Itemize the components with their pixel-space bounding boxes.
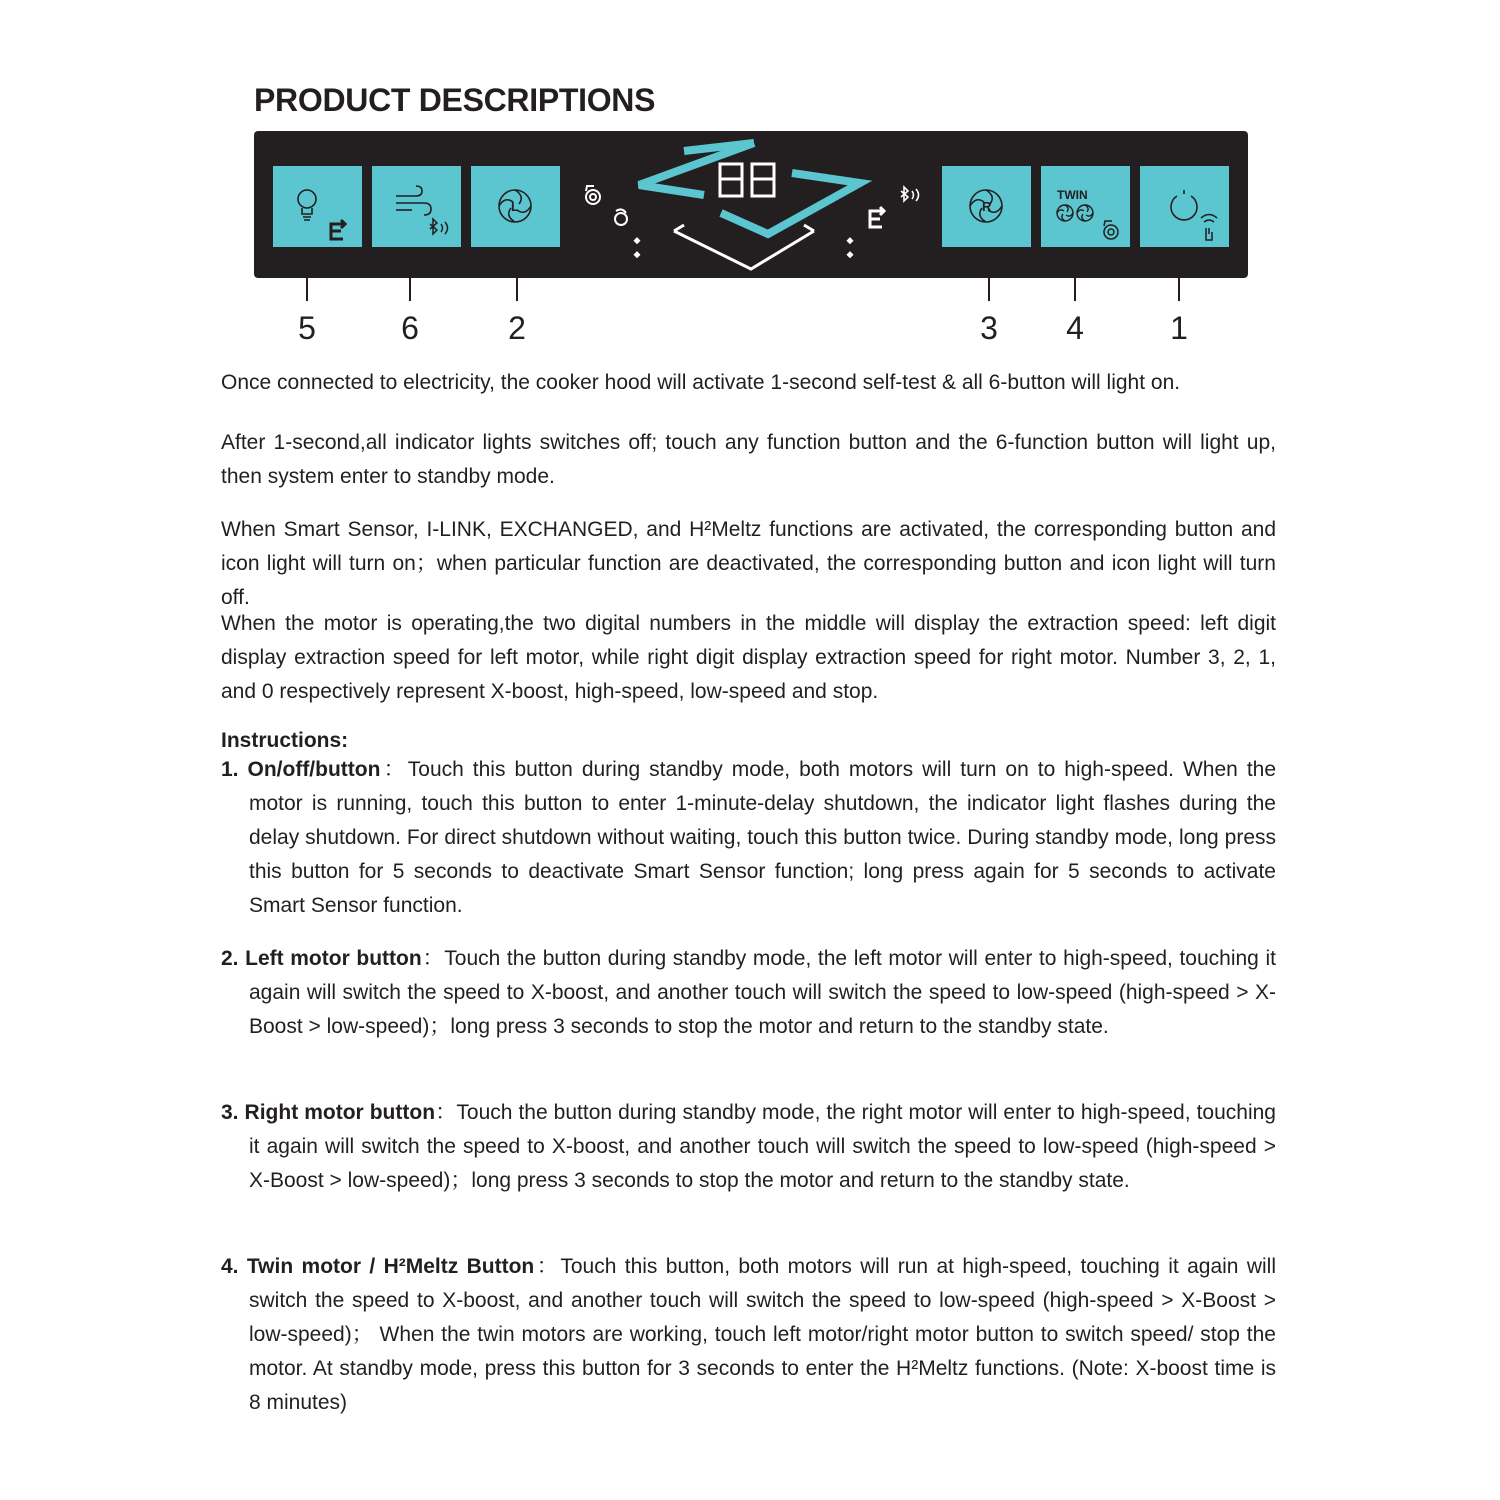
instruction-text: Touch this button during standby mode, both motors will turn on to high-speed. When the motor is running, touch this button to enter 1-minute-delay shutdown, the indicator light flashes during the delay shutdown. For direct shutdown without waiting, touch this button twice. During standby mode, long press this button for 5 seconds to deactivate Smart Sensor function; long press again for 5 seconds to activate Smart Sensor function. <box>249 758 1277 917</box>
power-button[interactable] <box>1140 166 1229 247</box>
callout-line-5 <box>306 278 308 301</box>
instruction-item-3 <box>221 1096 1276 1198</box>
instruction-item-1 <box>221 753 1276 923</box>
light-button[interactable] <box>273 166 362 247</box>
callout-line-3 <box>988 278 990 301</box>
exchange-indicator-icon <box>870 207 884 227</box>
turbo-indicator-icon <box>586 186 600 204</box>
callout-line-6 <box>409 278 411 301</box>
twin-fan-icon <box>1057 205 1093 221</box>
left-motor-letter: L <box>511 199 519 214</box>
twin-label: TWIN <box>1057 188 1088 202</box>
instruction-label: 2. Left motor button <box>221 947 422 970</box>
callout-line-1 <box>1178 278 1180 301</box>
exchange-icon <box>331 220 345 239</box>
fan-speed-button[interactable] <box>372 166 461 247</box>
description-paragraph-3: When Smart Sensor, I-LINK, EXCHANGED, and H²Meltz functions are activated, the corresponding button and icon light will turn on；when particular function are deactivated, the corresponding button and icon light will turn off. <box>221 518 1276 609</box>
twin-motor-button[interactable] <box>1041 166 1130 247</box>
hand-sensor-icon <box>1201 215 1217 241</box>
right-motor-letter: R <box>982 199 992 214</box>
instruction-label: 1. On/off/button <box>221 758 381 781</box>
callout-number-3: 3 <box>980 310 998 346</box>
callout-line-4 <box>1074 278 1076 301</box>
left-dot-indicators <box>633 237 640 258</box>
callout-number-5: 5 <box>298 310 316 346</box>
right-dot-indicators <box>846 237 853 258</box>
instruction-item-2 <box>221 942 1276 1044</box>
left-motor-button[interactable] <box>471 166 560 247</box>
callout-line-2 <box>516 278 518 301</box>
button-callouts <box>0 278 1500 348</box>
right-motor-button[interactable] <box>942 166 1031 247</box>
turbo-icon <box>1104 221 1118 239</box>
bluetooth-indicator-icon <box>901 187 919 201</box>
instruction-label: 4. Twin motor / H²Meltz Button <box>221 1255 535 1278</box>
lower-chevron <box>674 231 814 269</box>
callout-number-1: 1 <box>1170 310 1188 346</box>
bulb-icon <box>298 190 316 220</box>
description-paragraph-2: After 1-second,all indicator lights switches off; touch any function button and the 6-function button will light up, then system enter to standby mode. <box>221 431 1276 488</box>
instructions-heading: Instructions: <box>221 729 349 752</box>
description-paragraph-4: When the motor is operating,the two digital numbers in the middle will display the extraction speed: left digit display extraction speed for left motor, while right digit display extraction speed for right motor. Number 3, 2, 1, and 0 respectively represent X-boost, high-speed, low-speed and stop. <box>221 612 1276 703</box>
instruction-text: Touch this button, both motors will run at high-speed, touching it again will switch the speed to X-boost, and another touch will switch the speed to low-speed (high-speed > X-Boost > low-speed)； When the twin motors are working, touch left motor/right motor button to switch speed/ stop the motor. At standby mode, press this button for 3 seconds to enter the H²Meltz functions. (Note: X-boost time is 8 minutes) <box>249 1255 1277 1414</box>
wind-icon <box>396 186 431 215</box>
meltz-indicator-icon <box>615 209 627 225</box>
description-paragraph-1: Once connected to electricity, the cooker hood will activate 1-second self-test & all 6-button will light on. <box>221 371 1181 394</box>
callout-number-4: 4 <box>1066 310 1084 346</box>
bluetooth-icon <box>430 219 448 234</box>
power-icon <box>1171 190 1197 220</box>
instruction-text: Touch the button during standby mode, the left motor will enter to high-speed, touching it again will switch the speed to X-boost, and another touch will switch the speed to low-speed (high-speed > X-Boost > low-speed)；long press 3 seconds to stop the motor and return to the standby state. <box>249 947 1276 1038</box>
instruction-separator: ： <box>435 1101 457 1124</box>
callout-number-2: 2 <box>508 310 526 346</box>
digit-display <box>720 164 774 196</box>
control-panel <box>254 131 1248 278</box>
instruction-item-4 <box>221 1250 1276 1420</box>
callout-number-6: 6 <box>401 310 419 346</box>
instruction-text: Touch the button during standby mode, the right motor will enter to high-speed, touching it again will switch the speed to X-boost, and another touch will switch the speed to low-speed (high-speed > X-Boost > low-speed)；long press 3 seconds to stop the motor and return to the standby state. <box>249 1101 1276 1192</box>
instruction-separator: ： <box>534 1255 561 1278</box>
instruction-separator: ： <box>421 947 445 970</box>
instruction-separator: ： <box>380 758 408 781</box>
page-title: PRODUCT DESCRIPTIONS <box>254 82 656 118</box>
instruction-label: 3. Right motor button <box>221 1101 436 1124</box>
